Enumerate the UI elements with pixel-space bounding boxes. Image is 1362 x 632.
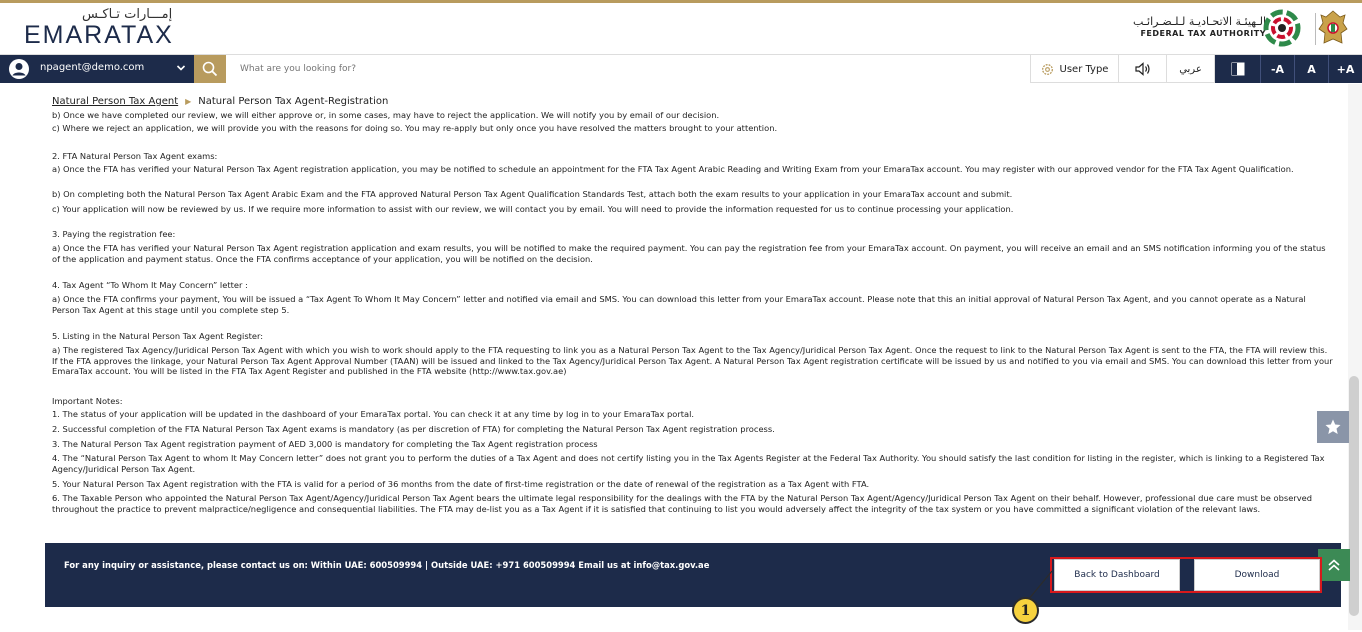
- fta-english-name: FEDERAL TAX AUTHORITY: [1140, 29, 1266, 38]
- navigation-bar: [0, 54, 1362, 83]
- scroll-to-top-button[interactable]: [1318, 549, 1350, 581]
- user-menu[interactable]: [0, 55, 194, 83]
- contrast-toggle-button[interactable]: [1214, 55, 1260, 83]
- font-decrease-button[interactable]: -A: [1260, 55, 1294, 83]
- double-chevron-up-icon: [1327, 558, 1341, 572]
- search-button[interactable]: [194, 55, 226, 83]
- emaratax-logo[interactable]: EMARATAX: [24, 21, 174, 49]
- user-type-button[interactable]: [1030, 55, 1118, 83]
- step5-title: 5. Listing in the Natural Person Tax Agent Register:: [52, 331, 264, 341]
- step2-b: b) On completing both the Natural Person Tax Agent Arabic Exam and the FTA approved Natural Person Tax Agent Qualification Standards Test, attach both the exam results to your application in your EmaraTax account and submit.: [52, 189, 1013, 199]
- header-divider: [1315, 13, 1316, 45]
- back-to-dashboard-button[interactable]: Back to Dashboard: [1054, 559, 1180, 591]
- step5-a: a) The registered Tax Agency/Juridical Person Tax Agent with which you wish to work should apply to the FTA requesting to link you as a Natural Person Tax Agent to the Tax Agency/Juridical Person Tax Agent. Once the request to link to the Natural Person Tax Agent is sent to the FTA, the FTA will review this. If the FTA approves the linkage, your Natural Person Tax Agent Approval Number (TAAN) will be issued and linked to the Tax Agency/Juridical Person Tax Agent. A Natural Person Tax Agent registration certificate will be issued by us and notified to you via email and SMS. You can download this letter from your EmaraTax account. You will be listed in the FTA Tax Agent Register and published in the FTA website (http://www.tax.gov.ae): [52, 345, 1333, 377]
- contact-info: For any inquiry or assistance, please contact us on: Within UAE: 600509994 | Outside UAE: +971 600509994 Email us at info@tax.gov.ae: [64, 560, 710, 570]
- uae-emblem-icon: [1318, 9, 1348, 47]
- user-email: npagent@demo.com: [40, 62, 145, 73]
- scrollbar-thumb[interactable]: [1349, 376, 1359, 616]
- step-callout-badge: 1: [1012, 597, 1039, 624]
- note-1: 1. The status of your application will be updated in the dashboard of your EmaraTax portal. You can check it at any time by log in to your EmaraTax portal.: [52, 409, 695, 419]
- breadcrumb: [52, 96, 388, 107]
- download-button[interactable]: Download: [1194, 559, 1320, 591]
- note-4: 4. The “Natural Person Tax Agent to whom It May Concern letter” does not grant you to perform the duties of a Tax Agent and does not certify listing you in the Tax Agents Register at the Federal Tax Authority. You should satisfy the last condition for listing in the register, which is linking to a Registered Tax Agency/Juridical Person Tax Agent.: [52, 453, 1325, 474]
- logo-arabic-text: إمـــارات تـاكـس: [82, 7, 173, 22]
- fta-logo-icon: [1262, 7, 1302, 49]
- step2-title: 2. FTA Natural Person Tax Agent exams:: [52, 151, 218, 161]
- note-5: 5. Your Natural Person Tax Agent registration with the FTA is valid for a period of 36 months from the date of first-time registration or the date of renewal of the registration as a Tax Agent with FTA.: [52, 479, 870, 489]
- breadcrumb-arrow-icon: ▶: [185, 97, 192, 106]
- breadcrumb-current: Natural Person Tax Agent-Registration: [198, 96, 389, 107]
- star-icon: [1324, 418, 1342, 436]
- step1-c: c) Where we reject an application, we will provide you with the reasons for doing so. You may re-apply but only once you have resolved the matters brought to your attention.: [52, 123, 778, 133]
- contrast-icon: [1231, 62, 1245, 76]
- instructions-content: [52, 110, 1334, 530]
- step2-c: c) Your application will now be reviewed by us. If we require more information to assist with our review, we will contact you by email. You will need to provide the information requested for us to continue processing your application.: [52, 204, 1014, 214]
- favorite-button[interactable]: [1317, 411, 1349, 443]
- note-2: 2. Successful completion of the FTA Natural Person Tax Agent exams is mandatory (as per discretion of FTA) for completing the Natural Person Tax Agent registration process.: [52, 424, 775, 434]
- gear-icon: [1041, 63, 1054, 76]
- clipped-line: b) Once we have completed our review, we will either approve or, in some cases, may have to reject the application. We will notify you by email of our decision.: [52, 110, 720, 120]
- header: [0, 3, 1362, 54]
- fta-arabic-name: الـهيئـة الاتحـاديـة لـلـضـرائـب: [1132, 15, 1266, 28]
- search-icon: [202, 61, 218, 77]
- note-3: 3. The Natural Person Tax Agent registration payment of AED 3,000 is mandatory for completing the Tax Agent registration process: [52, 439, 598, 449]
- note-6: 6. The Taxable Person who appointed the Natural Person Tax Agent/Agency/Juridical Person Tax Agent bears the ultimate legal responsibility for the dealings with the FTA by the Natural Person Tax Agent/Agency/Juridical Person Tax Agent on their behalf. However, professional due care must be observed throughout the practice to prevent malpractice/negligence and consequential liabilities. The FTA may de-list you as a Tax Agent if it is satisfied that continuing to list you would adversely affect the integrity of the tax system or you have committed a significant violation of the relevant laws.: [52, 493, 1313, 514]
- user-type-label: User Type: [1059, 63, 1109, 75]
- step3-a: a) Once the FTA has verified your Natural Person Tax Agent registration application and exam results, you will be notified to make the required payment. You can pay the registration fee from your EmaraTax account. On payment, you will receive an email and an SMS notification informing you of the status of the application and payment status. Once the FTA confirms acceptance of your application, you will be notified on the decision.: [52, 243, 1326, 264]
- font-normal-button[interactable]: A: [1294, 55, 1328, 83]
- notes-title: Important Notes:: [52, 396, 123, 406]
- speaker-icon: [1135, 62, 1151, 76]
- audio-reader-button[interactable]: [1118, 55, 1166, 83]
- breadcrumb-parent-link[interactable]: Natural Person Tax Agent: [52, 96, 179, 107]
- arabic-language-button[interactable]: عربي: [1166, 55, 1214, 83]
- font-increase-button[interactable]: +A: [1328, 55, 1362, 83]
- chevron-down-icon[interactable]: [176, 63, 186, 73]
- step4-a: a) Once the FTA confirms your payment, You will be issued a “Tax Agent To Whom It May Concern” letter and notified via email and SMS. You can download this letter from your EmaraTax account. Please note that this an initial approval of Natural Person Tax Agent, and you cannot operate as a Natural Person Tax Agent at this stage until you complete step 5.: [52, 294, 1306, 315]
- step2-a: a) Once the FTA has verified your Natural Person Tax Agent registration application, you may be notified to schedule an appointment for the FTA Tax Agent Arabic Reading and Writing Exam from your EmaraTax account. You may register with our approved vendor for the FTA Tax Agent Qualification.: [52, 164, 1294, 174]
- step4-title: 4. Tax Agent “To Whom It May Concern” letter :: [52, 280, 248, 290]
- search-input[interactable]: [226, 55, 1030, 83]
- user-avatar-icon: [8, 58, 30, 80]
- step3-title: 3. Paying the registration fee:: [52, 229, 176, 239]
